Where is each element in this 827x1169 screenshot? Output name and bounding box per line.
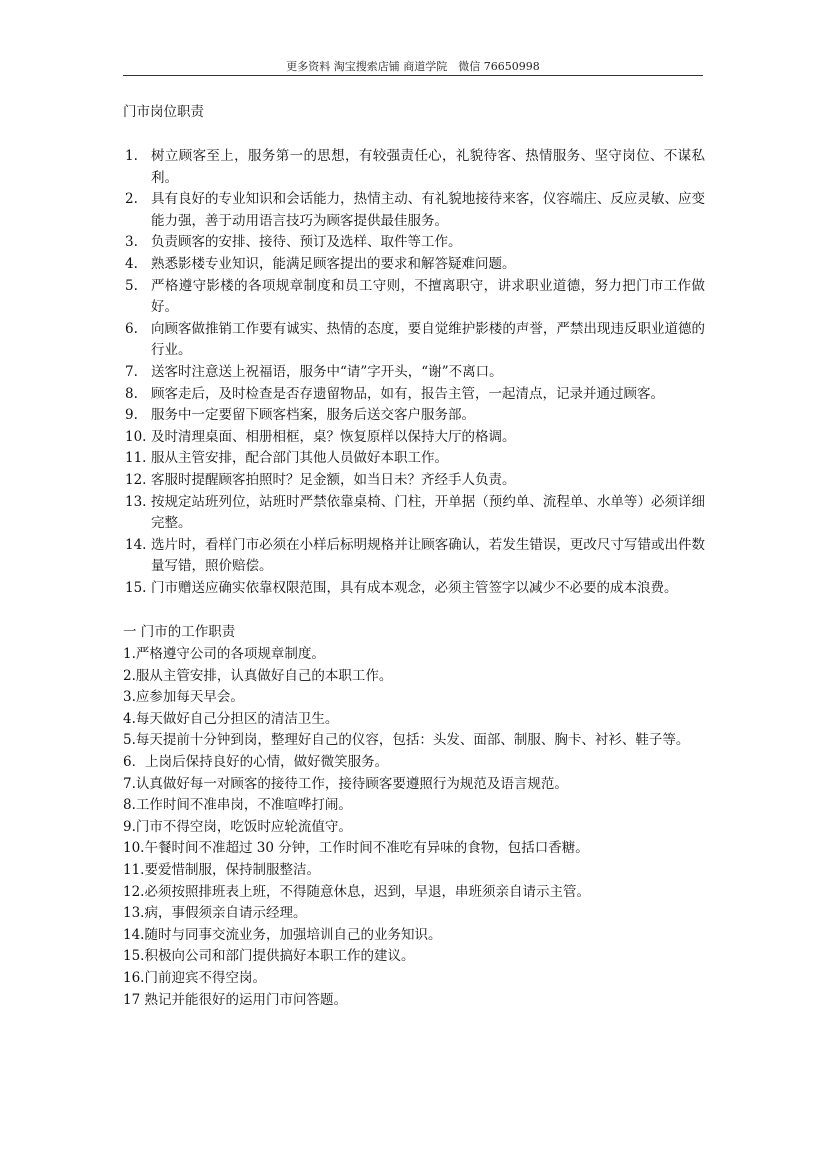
list-item: 12.必须按照排班表上班，不得随意休息，迟到，早退，串班须亲自请示主管。 [123,883,590,900]
list-item-number: 13. [125,493,147,510]
list-item-number: 10. [125,428,147,445]
list-item: 16.门前迎宾不得空岗。 [123,969,266,986]
list-item-text: 顾客走后，及时检查是否存遗留物品，如有，报告主管，一起清点，记录并通过顾客。 [151,385,664,402]
list-item: 13.病，事假须亲自请示经理。 [123,905,307,922]
list-item-text: 向顾客做推销工作要有诚实、热情的态度，要自觉维护影楼的声誉，严禁出现违反职业道德的行业。 [151,320,705,359]
list-item-number: 5. [125,277,138,294]
list-item [123,405,705,427]
list-item [123,276,705,319]
list-item-text: 服从主管安排，配合部门其他人员做好本职工作。 [151,450,448,467]
list-item-number: 11. [125,450,147,467]
list-item-number: 4. [125,255,138,272]
list-item-number: 8. [125,385,138,402]
list-item: 3.应参加每天早会。 [123,689,244,706]
list-item-number: 2. [125,191,138,208]
list-item [123,146,705,189]
list-item [123,189,705,232]
list-item-text: 严格遵守影楼的各项规章制度和员工守则，不擅离职守，讲求职业道德，努力把门市工作做好。 [151,277,705,316]
list-item-number: 12. [125,471,147,488]
list-item: 8.工作时间不准串岗，不准喧哗打闹。 [123,797,352,814]
list-item [123,578,705,600]
list-item-number: 14. [125,536,147,553]
list-item [123,384,705,406]
list-item-text: 熟悉影楼专业知识，能满足顾客提出的要求和解答疑难问题。 [151,255,516,272]
list-item [123,254,705,276]
list-item-text: 送客时注意送上祝福语，服务中“请”字开头，“谢”不离口。 [151,363,503,380]
list-item: 7.认真做好每一对顾客的接待工作，接待顾客要遵照行为规范及语言规范。 [123,775,568,792]
section-title-work-duties: 一 门市的工作职责 [123,624,236,640]
list-item [123,362,705,384]
list-item [123,470,705,492]
list-item: 10.午餐时间不准超过 30 分钟，工作时间不准吃有异味的食物，包括口香糖。 [123,840,589,857]
list-item-text: 客服时提醒顾客拍照时？足金额，如当日未？齐经手人负责。 [151,471,516,488]
list-item-text: 树立顾客至上，服务第一的思想，有较强责任心，礼貌待客、热情服务、坚守岗位、不谋私利。 [151,148,705,186]
list-item-text: 门市赠送应确实依靠权限范围，具有成本观念，必须主管签字以减少不必要的成本浪费。 [151,579,678,596]
list-item [123,492,705,535]
list-item-number: 9. [125,407,138,424]
list-item-text: 按规定站班列位，站班时严禁依靠桌椅、门柱，开单据（预约单、流程单、水单等）必须详细完整。 [151,493,705,532]
list-item: 15.积极向公司和部门提供搞好本职工作的建议。 [123,948,415,965]
list-item-text: 选片时，看样门市必须在小样后标明规格并让顾客确认，若发生错误，更改尺寸写错或出件数量写错，照价赔偿。 [151,536,705,575]
list-item-number: 3. [125,234,138,251]
post-duties-list [123,146,705,599]
list-item-number: 7. [125,363,138,380]
list-item: 4.每天做好自己分担区的清洁卫生。 [123,710,339,727]
list-item-text: 具有良好的专业知识和会话能力，热情主动、有礼貌地接待来客，仪容端庄、反应灵敏、应变能力强，善于动用语言技巧为顾客提供最佳服务。 [151,191,705,229]
list-item [123,448,705,470]
list-item [123,427,705,449]
list-item-number: 6. [125,320,138,337]
list-item: 5.每天提前十分钟到岗，整理好自己的仪容，包括：头发、面部、制服、胸卡、衬衫、鞋子等。 [123,732,690,749]
list-item: 1.严格遵守公司的各项规章制度。 [123,646,325,662]
list-item: 17 熟记并能很好的运用门市问答题。 [123,991,347,1008]
work-duties-list [123,644,705,1011]
list-item [123,535,705,578]
page-header: 更多资料 淘宝搜索店铺 商道学院 微信 76650998 [123,58,703,76]
list-item-text: 及时清理桌面、相册相框，桌？恢复原样以保持大厅的格调。 [151,428,516,445]
list-item-number: 1. [125,148,138,164]
section-title-post-duties: 门市岗位职责 [123,104,204,120]
list-item-number: 15. [125,579,147,596]
list-item [123,232,705,254]
list-item: 14.随时与同事交流业务，加强培训自己的业务知识。 [123,926,442,943]
list-item: 2.服从主管安排，认真做好自己的本职工作。 [123,667,393,684]
list-item: 9.门市不得空岗，吃饭时应轮流值守。 [123,818,352,835]
list-item: 6．上岗后保持良好的心情，做好微笑服务。 [123,753,389,770]
list-item-text: 负责顾客的安排、接待、预订及选样、取件等工作。 [151,234,462,251]
list-item [123,319,705,362]
list-item-text: 服务中一定要留下顾客档案，服务后送交客户服务部。 [151,407,475,424]
list-item: 11.要爱惜制服，保持制服整洁。 [123,861,320,878]
